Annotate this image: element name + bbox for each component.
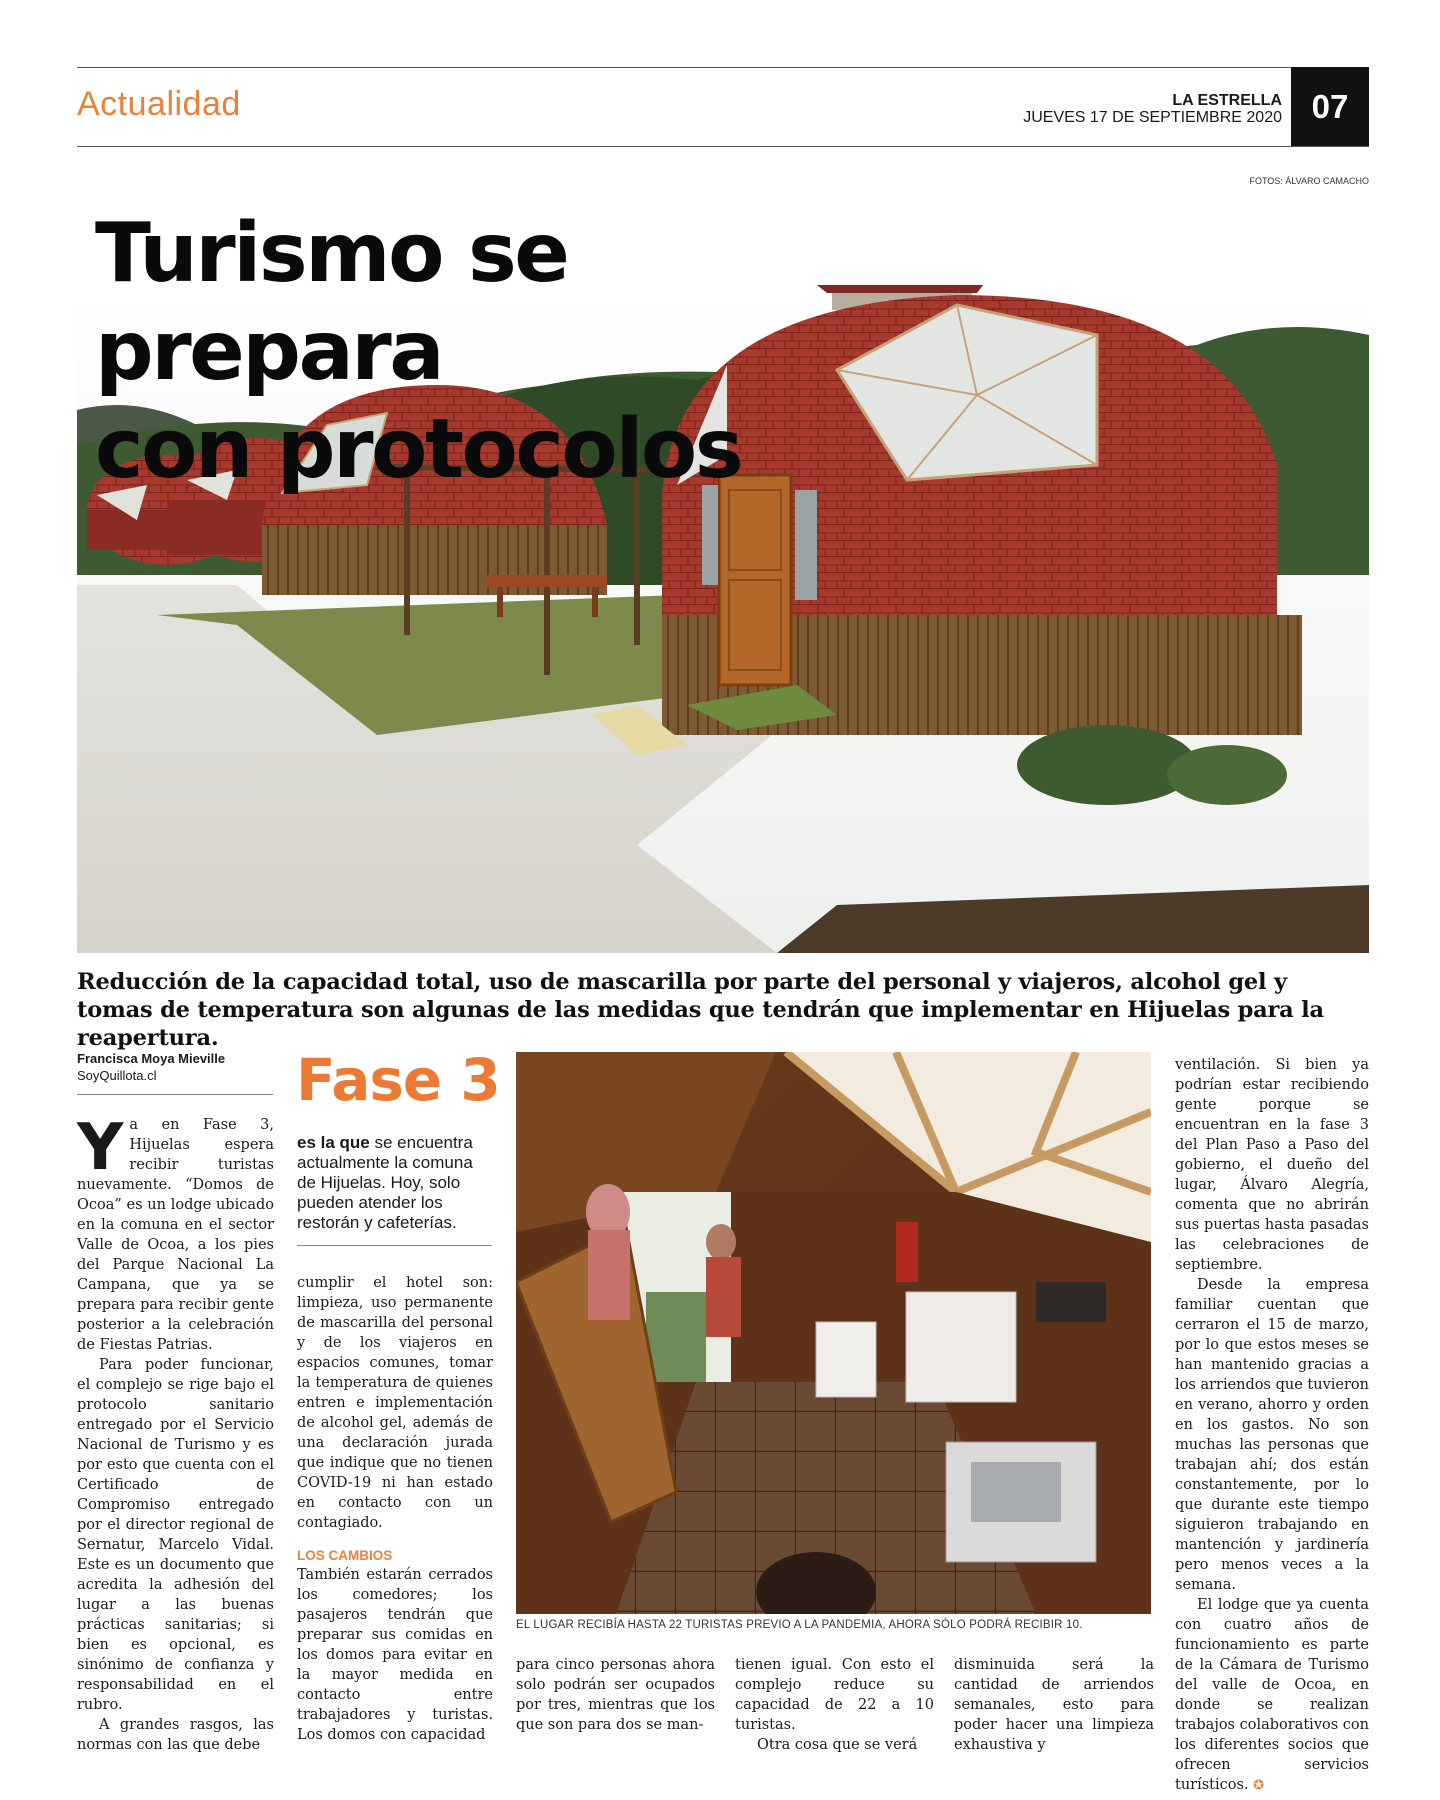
headline bbox=[95, 205, 915, 499]
body-paragraph: Desde la empresa familiar cuentan que cerraron el 15 de marzo, por lo que estos meses se han mantenido gracias a los arriendos que tuvieron en verano, ahorro y orden en los gastos. No son muchas las personas que trabajan ahí; dos están constantemente, por lo que durante este tiempo siguieron trabajando en mantención y jardinería pero menos veces a la semana. bbox=[1175, 1277, 1369, 1593]
body-column-6 bbox=[1175, 1055, 1369, 1796]
body-paragraph: cumplir el hotel son: limpieza, uso permanente de mascarilla del personal y de los viajeros en espacios comunes, tomar la temperatura de quienes entren e implementación de alcohol gel, además de una declaración jurada que indique que no tienen COVID-19 ni han estado en contacto con un contagiado. bbox=[297, 1275, 493, 1531]
body-column-5 bbox=[954, 1655, 1154, 1755]
page-number: 07 bbox=[1291, 67, 1369, 147]
body-paragraph: tienen igual. Con esto el complejo reduce su capacidad de 22 a 10 turistas. bbox=[735, 1657, 934, 1733]
body-paragraph: A grandes rasgos, las normas con las que debe bbox=[77, 1717, 274, 1753]
article-deck: Reducción de la capacidad total, uso de mascarilla por parte del personal y viajeros, alcohol gel y tomas de temperatura son algunas de las medidas que tendrán que implementar en Hijuelas para la reapertura. bbox=[77, 969, 1324, 1051]
body-column-4 bbox=[735, 1655, 934, 1755]
pull-quote-rest: se encuentra actualmente la comuna de Hijuelas. Hoy, solo pueden atender los restorán y cafeterías. bbox=[297, 1133, 473, 1232]
drop-cap: Y bbox=[77, 1111, 124, 1185]
body-paragraph: Otra cosa que se verá bbox=[757, 1737, 918, 1753]
body-column-3 bbox=[516, 1655, 715, 1735]
end-mark-icon: ✪ bbox=[1253, 1778, 1265, 1793]
body-paragraph: para cinco personas ahora solo podrán ser ocupados por tres, mientras que los que son para dos se man- bbox=[516, 1657, 715, 1733]
body-column-2 bbox=[297, 1273, 493, 1745]
body-column-1 bbox=[77, 1111, 274, 1755]
byline-author: Francisca Moya Mieville bbox=[77, 1051, 226, 1066]
interior-photo-dome bbox=[516, 1052, 1151, 1614]
body-paragraph: El lodge que ya cuenta con cuatro años de funcionamiento es parte de la Cámara de Turismo del valle de Ocoa, en donde se realizan trabajos colaborativos con los diferentes socios que ofrecen servicios turísticos. ✪ bbox=[1175, 1597, 1369, 1793]
pull-quote-number: Fase 3 bbox=[296, 1046, 500, 1114]
byline bbox=[77, 1050, 273, 1095]
body-paragraph: Ya en Fase 3, Hijuelas espera recibir turistas nuevamente. “Domos de Ocoa” es un lodge ubicado en la comuna en el sector Valle de Ocoa, a los pies del Parque Nacional La Campana, que ya se prepara para recibir gente posterior a la celebración de Fiestas Patrias. bbox=[77, 1111, 274, 1353]
newspaper-name: LA ESTRELLA bbox=[1172, 92, 1282, 109]
header-bottom-rule bbox=[77, 146, 1369, 147]
pull-quote-text bbox=[297, 1133, 492, 1246]
byline-outlet: SoyQuillota.cl bbox=[77, 1068, 157, 1083]
photo-caption: EL LUGAR RECIBÍA HASTA 22 TURISTAS PREVIO A LA PANDEMIA, AHORA SÓLO PODRÁ RECIBIR 10. bbox=[516, 1619, 1083, 1631]
body-paragraph: ventilación. Si bien ya podrían estar recibiendo gente porque se encuentran en la fase 3 del Plan Paso a Paso del gobierno, el dueño del lugar, Álvaro Alegría, comenta que no abrirán sus puertas hasta pasadas las celebraciones de septiembre. bbox=[1175, 1057, 1369, 1273]
body-paragraph: También estarán cerrados los comedores; los pasajeros tendrán que preparar sus comidas en los domos para evitar en la mayor medida en contacto entre trabajadores y turistas. Los domos con capacidad bbox=[297, 1567, 493, 1743]
photo-credit: FOTOS: ÁLVARO CAMACHO bbox=[1249, 176, 1369, 186]
body-paragraph: disminuida será la cantidad de arriendos semanales, esto para poder hacer una limpieza exhaustiva y bbox=[954, 1657, 1154, 1753]
section-label: Actualidad bbox=[77, 85, 241, 123]
issue-date: JUEVES 17 DE SEPTIEMBRE 2020 bbox=[1023, 109, 1282, 126]
body-paragraph: Para poder funcionar, el complejo se rige bajo el protocolo sanitario entregado por el Servicio Nacional de Turismo y es por esto que cuenta con el Certificado de Compromiso entregado por el director regional de Sernatur, Marcelo Vidal. Este es un documento que acredita la adhesión del lugar a las buenas prácticas sanitarias; si bien es opcional, es sinónimo de confianza y responsabilidad en el rubro. bbox=[77, 1357, 274, 1713]
pull-quote-bold: es la que bbox=[297, 1133, 370, 1152]
masthead bbox=[1023, 92, 1282, 126]
header-top-rule bbox=[77, 67, 1369, 68]
headline-line-2: con protocolos bbox=[95, 402, 742, 497]
headline-line-1: Turismo se prepara bbox=[95, 206, 568, 399]
subhead-los-cambios: LOS CAMBIOS bbox=[297, 1548, 393, 1563]
